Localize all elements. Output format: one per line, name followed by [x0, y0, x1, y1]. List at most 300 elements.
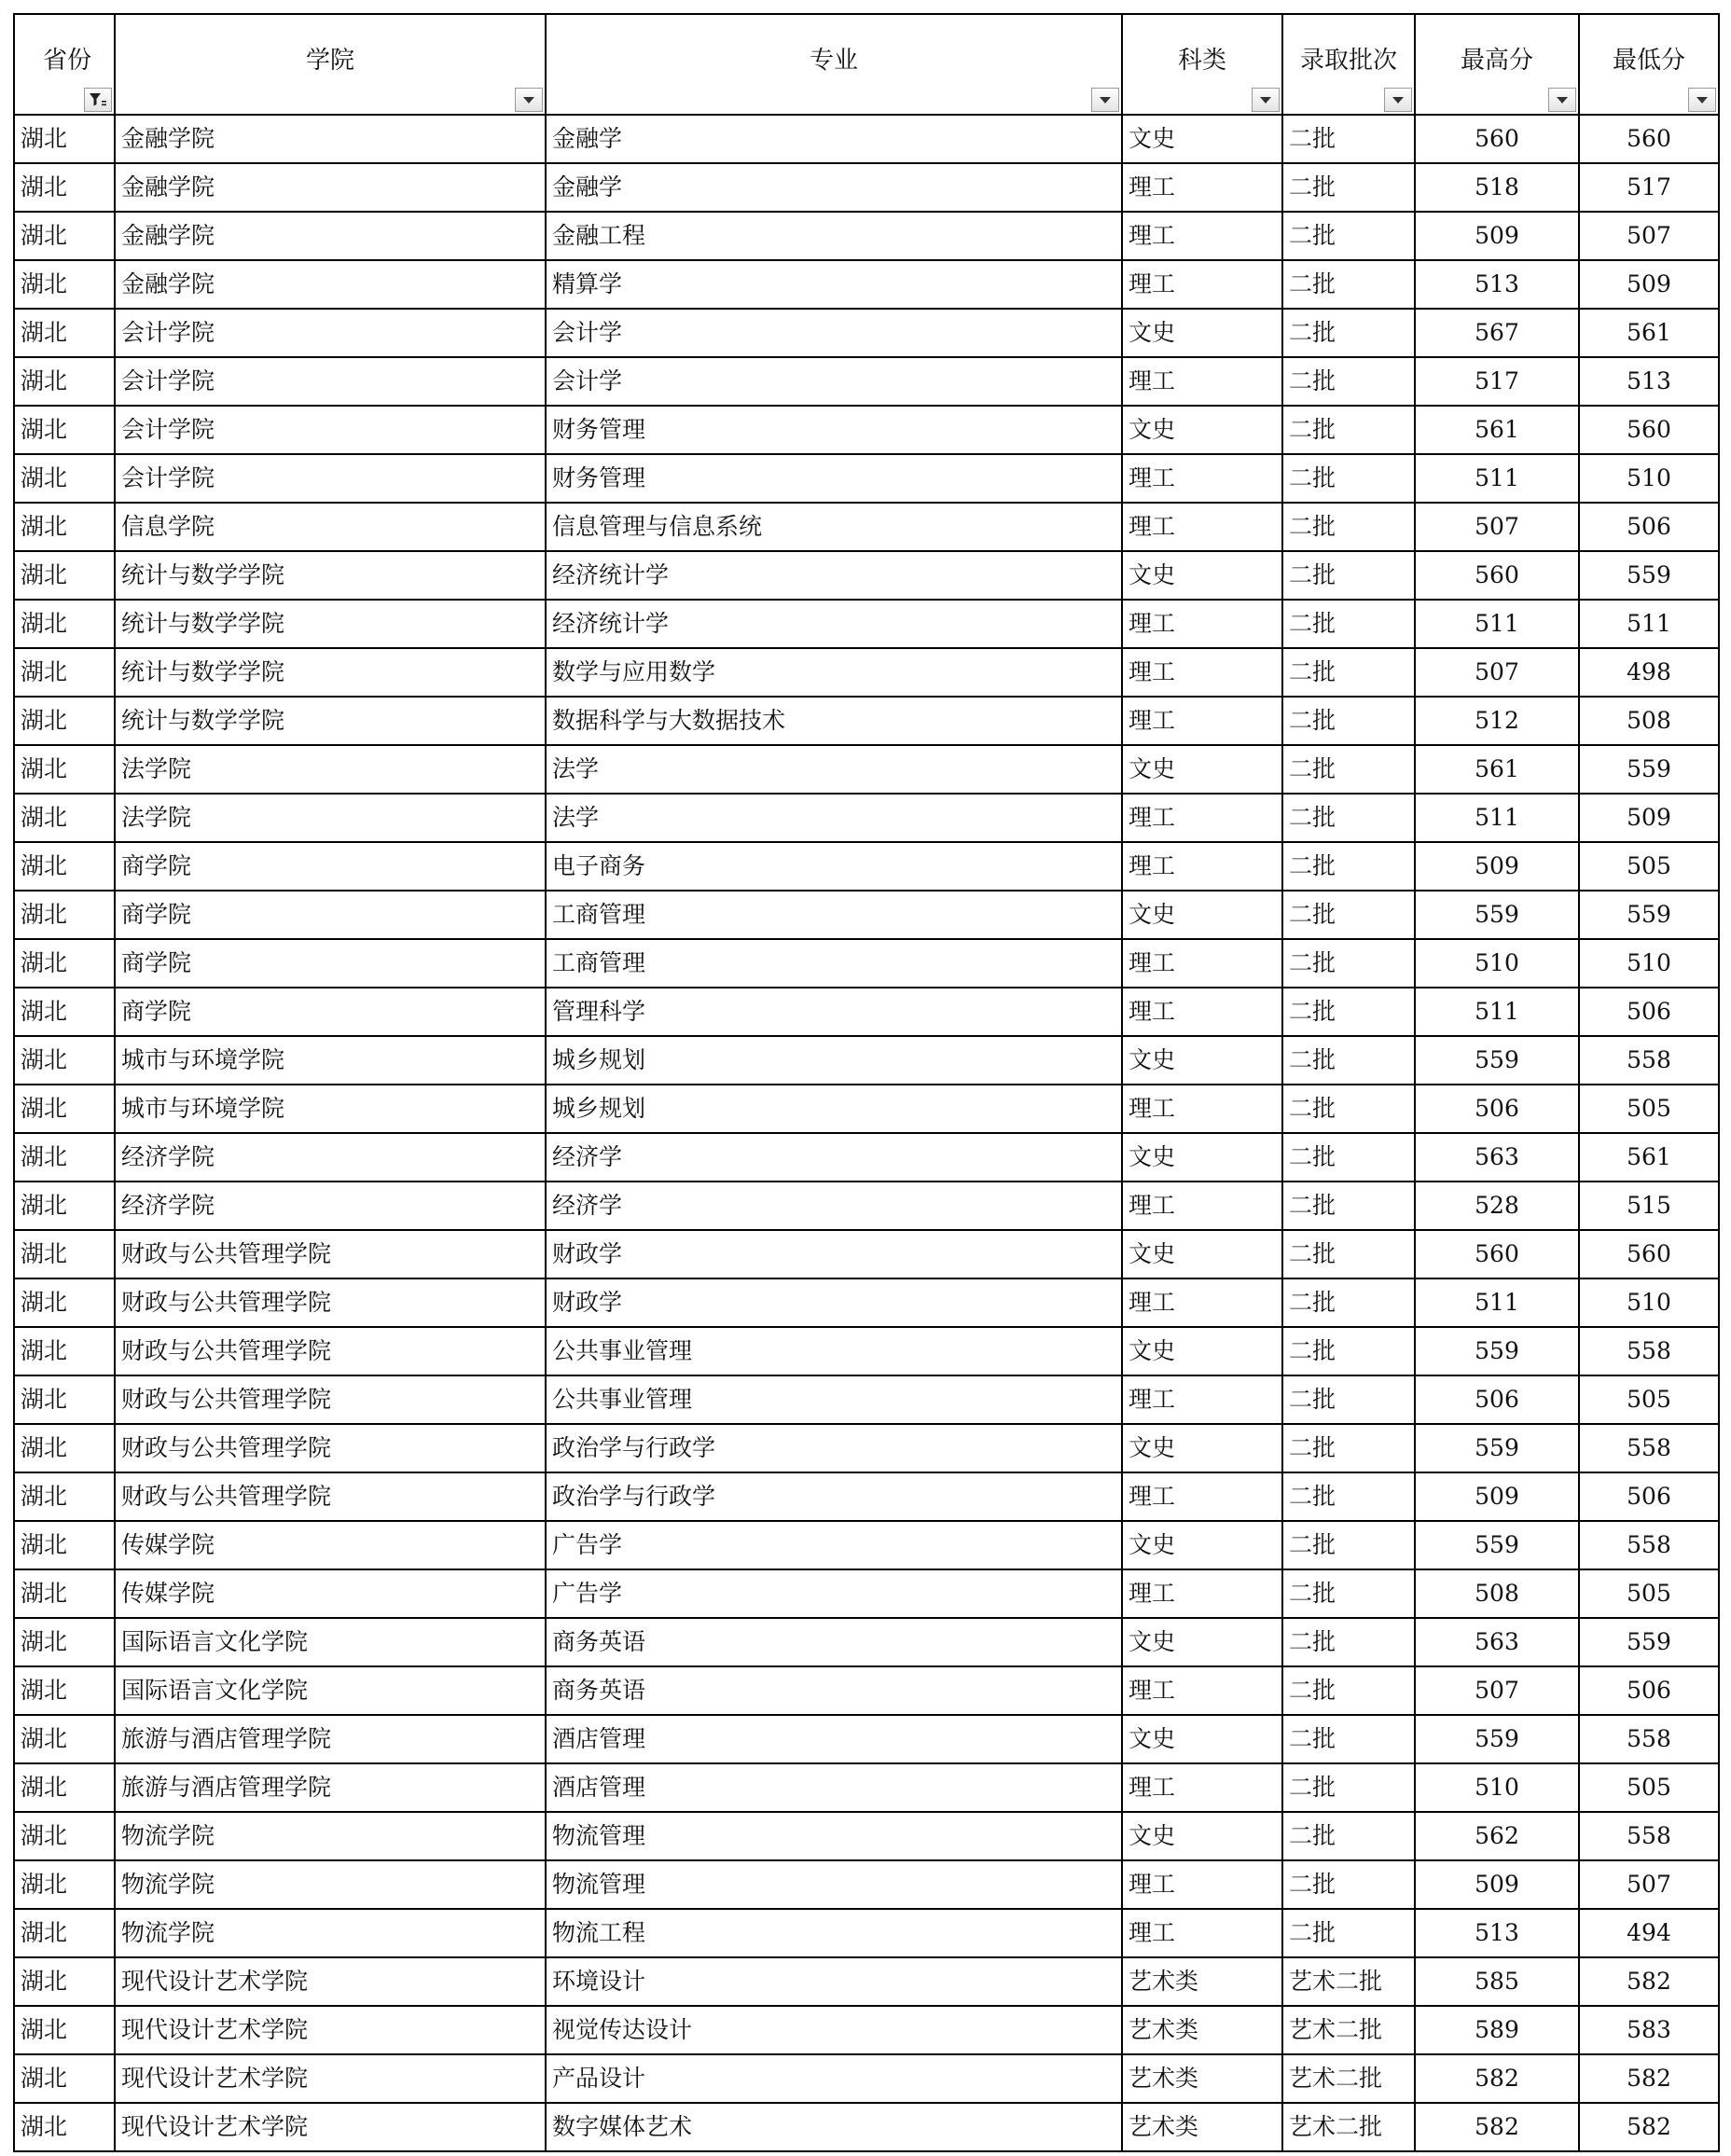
cell-min-score[interactable]: 510 [1579, 454, 1719, 503]
cell-college[interactable]: 传媒学院 [115, 1521, 546, 1569]
cell-province[interactable]: 湖北 [14, 842, 115, 891]
cell-province[interactable]: 湖北 [14, 939, 115, 988]
cell-batch[interactable]: 二批 [1282, 1230, 1415, 1278]
cell-batch[interactable]: 艺术二批 [1282, 1957, 1415, 2006]
cell-major[interactable]: 物流管理 [546, 1860, 1122, 1909]
cell-college[interactable]: 金融学院 [115, 163, 546, 212]
cell-province[interactable]: 湖北 [14, 406, 115, 454]
cell-major[interactable]: 数字媒体艺术 [546, 2103, 1122, 2151]
cell-province[interactable]: 湖北 [14, 600, 115, 648]
cell-category[interactable]: 理工 [1122, 1182, 1282, 1230]
cell-province[interactable]: 湖北 [14, 1569, 115, 1618]
cell-batch[interactable]: 二批 [1282, 1472, 1415, 1521]
cell-category[interactable]: 文史 [1122, 1133, 1282, 1182]
cell-max-score[interactable]: 559 [1415, 1521, 1579, 1569]
cell-major[interactable]: 数学与应用数学 [546, 648, 1122, 697]
cell-batch[interactable]: 二批 [1282, 1375, 1415, 1424]
cell-max-score[interactable]: 506 [1415, 1375, 1579, 1424]
cell-max-score[interactable]: 509 [1415, 1472, 1579, 1521]
cell-max-score[interactable]: 512 [1415, 697, 1579, 745]
cell-province[interactable]: 湖北 [14, 988, 115, 1036]
cell-college[interactable]: 金融学院 [115, 212, 546, 260]
cell-college[interactable]: 城市与环境学院 [115, 1085, 546, 1133]
cell-category[interactable]: 理工 [1122, 503, 1282, 551]
cell-category[interactable]: 理工 [1122, 1909, 1282, 1957]
cell-province[interactable]: 湖北 [14, 212, 115, 260]
cell-major[interactable]: 会计学 [546, 357, 1122, 406]
cell-min-score[interactable]: 505 [1579, 842, 1719, 891]
cell-category[interactable]: 理工 [1122, 600, 1282, 648]
cell-province[interactable]: 湖北 [14, 2103, 115, 2151]
cell-college[interactable]: 现代设计艺术学院 [115, 2054, 546, 2103]
cell-college[interactable]: 旅游与酒店管理学院 [115, 1715, 546, 1763]
cell-province[interactable]: 湖北 [14, 2054, 115, 2103]
cell-max-score[interactable]: 582 [1415, 2103, 1579, 2151]
cell-max-score[interactable]: 517 [1415, 357, 1579, 406]
cell-college[interactable]: 会计学院 [115, 406, 546, 454]
cell-major[interactable]: 城乡规划 [546, 1085, 1122, 1133]
filter-dropdown-button[interactable] [1252, 88, 1280, 112]
cell-max-score[interactable]: 511 [1415, 454, 1579, 503]
cell-major[interactable]: 酒店管理 [546, 1763, 1122, 1812]
cell-major[interactable]: 商务英语 [546, 1618, 1122, 1666]
cell-min-score[interactable]: 513 [1579, 357, 1719, 406]
cell-college[interactable]: 统计与数学学院 [115, 697, 546, 745]
cell-province[interactable]: 湖北 [14, 1230, 115, 1278]
cell-category[interactable]: 文史 [1122, 891, 1282, 939]
cell-category[interactable]: 文史 [1122, 1327, 1282, 1375]
cell-major[interactable]: 物流工程 [546, 1909, 1122, 1957]
cell-max-score[interactable]: 510 [1415, 939, 1579, 988]
cell-batch[interactable]: 二批 [1282, 1424, 1415, 1472]
cell-college[interactable]: 法学院 [115, 745, 546, 794]
cell-min-score[interactable]: 560 [1579, 406, 1719, 454]
cell-batch[interactable]: 二批 [1282, 1618, 1415, 1666]
cell-college[interactable]: 城市与环境学院 [115, 1036, 546, 1085]
cell-province[interactable]: 湖北 [14, 115, 115, 163]
cell-min-score[interactable]: 511 [1579, 600, 1719, 648]
cell-batch[interactable]: 二批 [1282, 1763, 1415, 1812]
cell-province[interactable]: 湖北 [14, 1036, 115, 1085]
cell-min-score[interactable]: 509 [1579, 794, 1719, 842]
cell-province[interactable]: 湖北 [14, 309, 115, 357]
cell-min-score[interactable]: 582 [1579, 2054, 1719, 2103]
cell-college[interactable]: 商学院 [115, 988, 546, 1036]
cell-college[interactable]: 国际语言文化学院 [115, 1618, 546, 1666]
cell-major[interactable]: 酒店管理 [546, 1715, 1122, 1763]
cell-college[interactable]: 商学院 [115, 842, 546, 891]
cell-major[interactable]: 财政学 [546, 1278, 1122, 1327]
cell-college[interactable]: 法学院 [115, 794, 546, 842]
cell-category[interactable]: 理工 [1122, 1472, 1282, 1521]
cell-category[interactable]: 理工 [1122, 357, 1282, 406]
cell-major[interactable]: 经济学 [546, 1182, 1122, 1230]
cell-max-score[interactable]: 528 [1415, 1182, 1579, 1230]
cell-category[interactable]: 艺术类 [1122, 2103, 1282, 2151]
cell-major[interactable]: 经济学 [546, 1133, 1122, 1182]
cell-major[interactable]: 城乡规划 [546, 1036, 1122, 1085]
cell-province[interactable]: 湖北 [14, 503, 115, 551]
cell-min-score[interactable]: 506 [1579, 1666, 1719, 1715]
cell-category[interactable]: 理工 [1122, 939, 1282, 988]
cell-major[interactable]: 公共事业管理 [546, 1375, 1122, 1424]
cell-college[interactable]: 财政与公共管理学院 [115, 1278, 546, 1327]
cell-max-score[interactable]: 509 [1415, 212, 1579, 260]
cell-batch[interactable]: 二批 [1282, 1182, 1415, 1230]
cell-min-score[interactable]: 515 [1579, 1182, 1719, 1230]
cell-batch[interactable]: 二批 [1282, 1666, 1415, 1715]
cell-category[interactable]: 文史 [1122, 1715, 1282, 1763]
cell-province[interactable]: 湖北 [14, 1182, 115, 1230]
cell-batch[interactable]: 二批 [1282, 842, 1415, 891]
cell-min-score[interactable]: 494 [1579, 1909, 1719, 1957]
cell-batch[interactable]: 二批 [1282, 1327, 1415, 1375]
cell-category[interactable]: 理工 [1122, 988, 1282, 1036]
cell-max-score[interactable]: 589 [1415, 2006, 1579, 2054]
cell-max-score[interactable]: 508 [1415, 1569, 1579, 1618]
cell-category[interactable]: 艺术类 [1122, 1957, 1282, 2006]
cell-category[interactable]: 艺术类 [1122, 2054, 1282, 2103]
cell-province[interactable]: 湖北 [14, 1909, 115, 1957]
cell-province[interactable]: 湖北 [14, 1715, 115, 1763]
cell-category[interactable]: 文史 [1122, 1618, 1282, 1666]
cell-province[interactable]: 湖北 [14, 1327, 115, 1375]
cell-major[interactable]: 工商管理 [546, 939, 1122, 988]
cell-province[interactable]: 湖北 [14, 163, 115, 212]
cell-batch[interactable]: 二批 [1282, 1812, 1415, 1860]
cell-college[interactable]: 经济学院 [115, 1133, 546, 1182]
cell-batch[interactable]: 艺术二批 [1282, 2103, 1415, 2151]
cell-batch[interactable]: 二批 [1282, 745, 1415, 794]
cell-min-score[interactable]: 506 [1579, 988, 1719, 1036]
cell-batch[interactable]: 二批 [1282, 1085, 1415, 1133]
cell-max-score[interactable]: 511 [1415, 988, 1579, 1036]
cell-min-score[interactable]: 560 [1579, 115, 1719, 163]
cell-max-score[interactable]: 567 [1415, 309, 1579, 357]
cell-min-score[interactable]: 559 [1579, 891, 1719, 939]
filter-dropdown-button[interactable] [1091, 88, 1119, 112]
filter-dropdown-button[interactable] [515, 88, 543, 112]
cell-major[interactable]: 经济统计学 [546, 600, 1122, 648]
cell-min-score[interactable]: 559 [1579, 745, 1719, 794]
cell-max-score[interactable]: 511 [1415, 1278, 1579, 1327]
cell-college[interactable]: 会计学院 [115, 454, 546, 503]
cell-major[interactable]: 政治学与行政学 [546, 1424, 1122, 1472]
cell-batch[interactable]: 二批 [1282, 115, 1415, 163]
cell-max-score[interactable]: 506 [1415, 1085, 1579, 1133]
cell-province[interactable]: 湖北 [14, 794, 115, 842]
cell-major[interactable]: 精算学 [546, 260, 1122, 309]
cell-max-score[interactable]: 559 [1415, 1327, 1579, 1375]
cell-min-score[interactable]: 558 [1579, 1036, 1719, 1085]
cell-major[interactable]: 财政学 [546, 1230, 1122, 1278]
cell-max-score[interactable]: 561 [1415, 406, 1579, 454]
cell-major[interactable]: 财务管理 [546, 454, 1122, 503]
cell-category[interactable]: 文史 [1122, 1424, 1282, 1472]
filter-dropdown-button[interactable] [1548, 88, 1576, 112]
cell-major[interactable]: 视觉传达设计 [546, 2006, 1122, 2054]
cell-min-score[interactable]: 582 [1579, 1957, 1719, 2006]
cell-category[interactable]: 理工 [1122, 1860, 1282, 1909]
cell-province[interactable]: 湖北 [14, 891, 115, 939]
cell-college[interactable]: 物流学院 [115, 1812, 546, 1860]
cell-college[interactable]: 财政与公共管理学院 [115, 1375, 546, 1424]
cell-batch[interactable]: 二批 [1282, 1860, 1415, 1909]
cell-min-score[interactable]: 505 [1579, 1375, 1719, 1424]
cell-batch[interactable]: 二批 [1282, 309, 1415, 357]
cell-major[interactable]: 金融学 [546, 163, 1122, 212]
cell-min-score[interactable]: 558 [1579, 1715, 1719, 1763]
cell-min-score[interactable]: 560 [1579, 1230, 1719, 1278]
cell-min-score[interactable]: 583 [1579, 2006, 1719, 2054]
cell-max-score[interactable]: 585 [1415, 1957, 1579, 2006]
cell-province[interactable]: 湖北 [14, 1860, 115, 1909]
cell-college[interactable]: 信息学院 [115, 503, 546, 551]
cell-college[interactable]: 现代设计艺术学院 [115, 2006, 546, 2054]
cell-batch[interactable]: 二批 [1282, 163, 1415, 212]
cell-max-score[interactable]: 510 [1415, 1763, 1579, 1812]
cell-max-score[interactable]: 582 [1415, 2054, 1579, 2103]
cell-batch[interactable]: 二批 [1282, 260, 1415, 309]
cell-category[interactable]: 理工 [1122, 1278, 1282, 1327]
cell-major[interactable]: 法学 [546, 745, 1122, 794]
cell-batch[interactable]: 二批 [1282, 406, 1415, 454]
cell-college[interactable]: 财政与公共管理学院 [115, 1424, 546, 1472]
cell-batch[interactable]: 二批 [1282, 600, 1415, 648]
cell-max-score[interactable]: 518 [1415, 163, 1579, 212]
cell-college[interactable]: 财政与公共管理学院 [115, 1230, 546, 1278]
cell-max-score[interactable]: 559 [1415, 1036, 1579, 1085]
cell-college[interactable]: 会计学院 [115, 309, 546, 357]
cell-max-score[interactable]: 560 [1415, 551, 1579, 600]
cell-max-score[interactable]: 509 [1415, 842, 1579, 891]
cell-province[interactable]: 湖北 [14, 648, 115, 697]
cell-min-score[interactable]: 561 [1579, 1133, 1719, 1182]
cell-major[interactable]: 金融工程 [546, 212, 1122, 260]
cell-major[interactable]: 广告学 [546, 1569, 1122, 1618]
cell-category[interactable]: 理工 [1122, 1666, 1282, 1715]
cell-province[interactable]: 湖北 [14, 1521, 115, 1569]
filter-active-button[interactable] [84, 88, 112, 112]
cell-category[interactable]: 文史 [1122, 309, 1282, 357]
cell-category[interactable]: 理工 [1122, 794, 1282, 842]
cell-batch[interactable]: 二批 [1282, 648, 1415, 697]
cell-batch[interactable]: 二批 [1282, 1133, 1415, 1182]
cell-category[interactable]: 理工 [1122, 1085, 1282, 1133]
cell-min-score[interactable]: 508 [1579, 697, 1719, 745]
cell-category[interactable]: 文史 [1122, 1521, 1282, 1569]
cell-province[interactable]: 湖北 [14, 357, 115, 406]
cell-max-score[interactable]: 562 [1415, 1812, 1579, 1860]
cell-category[interactable]: 文史 [1122, 1812, 1282, 1860]
cell-max-score[interactable]: 507 [1415, 503, 1579, 551]
cell-province[interactable]: 湖北 [14, 551, 115, 600]
cell-batch[interactable]: 二批 [1282, 212, 1415, 260]
cell-category[interactable]: 理工 [1122, 212, 1282, 260]
cell-batch[interactable]: 二批 [1282, 454, 1415, 503]
cell-max-score[interactable]: 507 [1415, 1666, 1579, 1715]
cell-college[interactable]: 物流学院 [115, 1909, 546, 1957]
cell-min-score[interactable]: 558 [1579, 1521, 1719, 1569]
cell-major[interactable]: 电子商务 [546, 842, 1122, 891]
cell-category[interactable]: 理工 [1122, 842, 1282, 891]
cell-college[interactable]: 金融学院 [115, 260, 546, 309]
cell-major[interactable]: 物流管理 [546, 1812, 1122, 1860]
filter-dropdown-button[interactable] [1688, 88, 1716, 112]
cell-college[interactable]: 现代设计艺术学院 [115, 1957, 546, 2006]
cell-max-score[interactable]: 561 [1415, 745, 1579, 794]
cell-batch[interactable]: 二批 [1282, 1278, 1415, 1327]
cell-batch[interactable]: 艺术二批 [1282, 2006, 1415, 2054]
cell-min-score[interactable]: 509 [1579, 260, 1719, 309]
cell-min-score[interactable]: 507 [1579, 212, 1719, 260]
cell-max-score[interactable]: 513 [1415, 260, 1579, 309]
cell-min-score[interactable]: 559 [1579, 551, 1719, 600]
cell-batch[interactable]: 二批 [1282, 503, 1415, 551]
cell-min-score[interactable]: 506 [1579, 1472, 1719, 1521]
cell-major[interactable]: 广告学 [546, 1521, 1122, 1569]
cell-max-score[interactable]: 559 [1415, 1424, 1579, 1472]
cell-min-score[interactable]: 558 [1579, 1812, 1719, 1860]
cell-min-score[interactable]: 505 [1579, 1085, 1719, 1133]
cell-major[interactable]: 金融学 [546, 115, 1122, 163]
cell-max-score[interactable]: 559 [1415, 1715, 1579, 1763]
cell-category[interactable]: 理工 [1122, 648, 1282, 697]
cell-major[interactable]: 经济统计学 [546, 551, 1122, 600]
cell-batch[interactable]: 二批 [1282, 1521, 1415, 1569]
cell-max-score[interactable]: 563 [1415, 1618, 1579, 1666]
cell-province[interactable]: 湖北 [14, 697, 115, 745]
cell-batch[interactable]: 艺术二批 [1282, 2054, 1415, 2103]
cell-major[interactable]: 管理科学 [546, 988, 1122, 1036]
cell-major[interactable]: 政治学与行政学 [546, 1472, 1122, 1521]
cell-batch[interactable]: 二批 [1282, 1715, 1415, 1763]
cell-max-score[interactable]: 511 [1415, 794, 1579, 842]
cell-min-score[interactable]: 506 [1579, 503, 1719, 551]
cell-major[interactable]: 商务英语 [546, 1666, 1122, 1715]
cell-min-score[interactable]: 559 [1579, 1618, 1719, 1666]
cell-batch[interactable]: 二批 [1282, 1569, 1415, 1618]
cell-max-score[interactable]: 560 [1415, 1230, 1579, 1278]
cell-category[interactable]: 理工 [1122, 1375, 1282, 1424]
cell-min-score[interactable]: 561 [1579, 309, 1719, 357]
cell-category[interactable]: 理工 [1122, 1763, 1282, 1812]
cell-min-score[interactable]: 505 [1579, 1763, 1719, 1812]
cell-batch[interactable]: 二批 [1282, 1909, 1415, 1957]
cell-province[interactable]: 湖北 [14, 1666, 115, 1715]
cell-batch[interactable]: 二批 [1282, 357, 1415, 406]
cell-max-score[interactable]: 513 [1415, 1909, 1579, 1957]
cell-category[interactable]: 理工 [1122, 454, 1282, 503]
cell-province[interactable]: 湖北 [14, 1085, 115, 1133]
cell-major[interactable]: 环境设计 [546, 1957, 1122, 2006]
cell-min-score[interactable]: 558 [1579, 1424, 1719, 1472]
cell-province[interactable]: 湖北 [14, 1278, 115, 1327]
cell-province[interactable]: 湖北 [14, 1812, 115, 1860]
cell-max-score[interactable]: 559 [1415, 891, 1579, 939]
cell-college[interactable]: 商学院 [115, 891, 546, 939]
cell-college[interactable]: 会计学院 [115, 357, 546, 406]
cell-category[interactable]: 文史 [1122, 1036, 1282, 1085]
cell-province[interactable]: 湖北 [14, 1375, 115, 1424]
cell-province[interactable]: 湖北 [14, 1424, 115, 1472]
cell-batch[interactable]: 二批 [1282, 988, 1415, 1036]
cell-min-score[interactable]: 498 [1579, 648, 1719, 697]
cell-college[interactable]: 物流学院 [115, 1860, 546, 1909]
cell-batch[interactable]: 二批 [1282, 697, 1415, 745]
cell-batch[interactable]: 二批 [1282, 551, 1415, 600]
cell-college[interactable]: 财政与公共管理学院 [115, 1327, 546, 1375]
cell-province[interactable]: 湖北 [14, 1763, 115, 1812]
cell-batch[interactable]: 二批 [1282, 891, 1415, 939]
cell-min-score[interactable]: 510 [1579, 1278, 1719, 1327]
cell-major[interactable]: 产品设计 [546, 2054, 1122, 2103]
cell-province[interactable]: 湖北 [14, 1618, 115, 1666]
cell-province[interactable]: 湖北 [14, 745, 115, 794]
cell-max-score[interactable]: 507 [1415, 648, 1579, 697]
cell-province[interactable]: 湖北 [14, 260, 115, 309]
cell-college[interactable]: 统计与数学学院 [115, 648, 546, 697]
cell-major[interactable]: 信息管理与信息系统 [546, 503, 1122, 551]
cell-min-score[interactable]: 517 [1579, 163, 1719, 212]
cell-college[interactable]: 现代设计艺术学院 [115, 2103, 546, 2151]
cell-college[interactable]: 金融学院 [115, 115, 546, 163]
cell-college[interactable]: 旅游与酒店管理学院 [115, 1763, 546, 1812]
cell-max-score[interactable]: 560 [1415, 115, 1579, 163]
cell-category[interactable]: 文史 [1122, 1230, 1282, 1278]
cell-category[interactable]: 文史 [1122, 406, 1282, 454]
cell-min-score[interactable]: 507 [1579, 1860, 1719, 1909]
cell-college[interactable]: 国际语言文化学院 [115, 1666, 546, 1715]
cell-batch[interactable]: 二批 [1282, 1036, 1415, 1085]
cell-batch[interactable]: 二批 [1282, 939, 1415, 988]
cell-category[interactable]: 理工 [1122, 163, 1282, 212]
cell-max-score[interactable]: 509 [1415, 1860, 1579, 1909]
cell-min-score[interactable]: 510 [1579, 939, 1719, 988]
cell-major[interactable]: 公共事业管理 [546, 1327, 1122, 1375]
cell-province[interactable]: 湖北 [14, 454, 115, 503]
cell-min-score[interactable]: 582 [1579, 2103, 1719, 2151]
cell-category[interactable]: 文史 [1122, 551, 1282, 600]
cell-major[interactable]: 会计学 [546, 309, 1122, 357]
cell-min-score[interactable]: 505 [1579, 1569, 1719, 1618]
cell-province[interactable]: 湖北 [14, 1133, 115, 1182]
cell-college[interactable]: 商学院 [115, 939, 546, 988]
cell-category[interactable]: 理工 [1122, 1569, 1282, 1618]
cell-major[interactable]: 财务管理 [546, 406, 1122, 454]
cell-batch[interactable]: 二批 [1282, 794, 1415, 842]
cell-province[interactable]: 湖北 [14, 1472, 115, 1521]
cell-college[interactable]: 经济学院 [115, 1182, 546, 1230]
cell-college[interactable]: 财政与公共管理学院 [115, 1472, 546, 1521]
cell-category[interactable]: 艺术类 [1122, 2006, 1282, 2054]
cell-category[interactable]: 文史 [1122, 745, 1282, 794]
cell-college[interactable]: 传媒学院 [115, 1569, 546, 1618]
cell-category[interactable]: 文史 [1122, 115, 1282, 163]
cell-category[interactable]: 理工 [1122, 697, 1282, 745]
filter-dropdown-button[interactable] [1384, 88, 1412, 112]
cell-college[interactable]: 统计与数学学院 [115, 600, 546, 648]
cell-major[interactable]: 工商管理 [546, 891, 1122, 939]
cell-max-score[interactable]: 563 [1415, 1133, 1579, 1182]
cell-province[interactable]: 湖北 [14, 1957, 115, 2006]
cell-college[interactable]: 统计与数学学院 [115, 551, 546, 600]
cell-min-score[interactable]: 558 [1579, 1327, 1719, 1375]
cell-major[interactable]: 法学 [546, 794, 1122, 842]
cell-major[interactable]: 数据科学与大数据技术 [546, 697, 1122, 745]
cell-category[interactable]: 理工 [1122, 260, 1282, 309]
cell-max-score[interactable]: 511 [1415, 600, 1579, 648]
